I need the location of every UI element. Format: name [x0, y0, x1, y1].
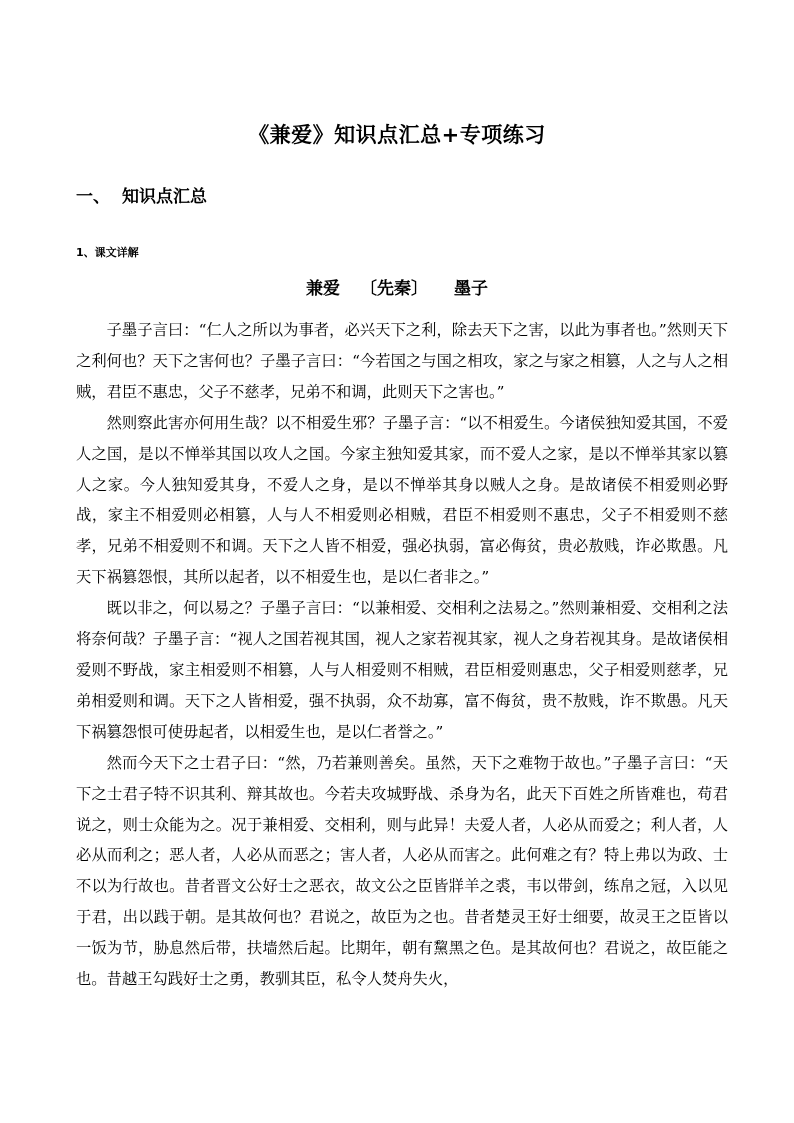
paragraph: 既以非之，何以易之？子墨子言曰：“以兼相爱、交相利之法易之。”然则兼相爱、交相利之法将奈何哉？子墨子言：“视人之国若视其国，视人之家若视其家，视人之身若视其身。是故诸侯相爱则不野战，家主相爱则不相篡，人与人相爱则不相贼，君臣相爱则惠忠，父子相爱则慈孝，兄弟相爱则和调。天下之人皆相爱，强不执弱，众不劫寡，富不侮贫，贵不敖贱，诈不欺愚。凡天下祸篡怨恨可使毋起者，以相爱生也，是以仁者誉之。” — [76, 599, 728, 741]
paragraph: 然而今天下之士君子曰：“然，乃若兼则善矣。虽然，天下之难物于故也。”子墨子言曰：“天下之士君子特不识其利、辩其故也。今若夫攻城野战、杀身为名，此天下百姓之所皆难也，苟君说之，则士众能为之。况于兼相爱、交相利，则与此异！夫爱人者，人必从而爱之；利人者，人必从而利之；恶人者，人必从而恶之；害人者，人必从而害之。此何难之有？特上弗以为政、士不以为行故也。昔者晋文公好士之恶衣，故文公之臣皆牂羊之裘，韦以带剑，练帛之冠，入以见于君，出以践于朝。是其故何也？君说之，故臣为之也。昔者楚灵王好士细要，故灵王之臣皆以一饭为节，胁息然后带，扶墙然后起。比期年，朝有黧黑之色。是其故何也？君说之，故臣能之也。昔越王勾践好士之勇，教驯其臣，私令人焚舟失火， — [76, 753, 728, 989]
text-title — [0, 274, 794, 299]
subsection-heading: 1、课文详解 — [76, 246, 139, 259]
paragraph: 然则察此害亦何用生哉？以不相爱生邪？子墨子言：“以不相爱生。今诸侯独知爱其国，不爱人之国，是以不惮举其国以攻人之国。今家主独知爱其家，而不爱人之家，是以不惮举其家以篡人之家。今人独知爱其身，不爱人之身，是以不惮举其身以贼人之身。是故诸侯不相爱则必野战，家主不相爱则必相篡，人与人不相爱则必相贼，君臣不相爱则不惠忠，父子不相爱则不慈孝，兄弟不相爱则不和调。天下之人皆不相爱，强必执弱，富必侮贫，贵必敖贱，诈必欺愚。凡天下祸篡怨恨，其所以起者，以不相爱生也，是以仁者非之。” — [76, 413, 728, 587]
body-text — [76, 315, 728, 995]
paragraph: 子墨子言曰：“仁人之所以为事者，必兴天下之利，除去天下之害，以此为事者也。”然则天下之利何也？天下之害何也？子墨子言曰：“今若国之与国之相攻，家之与家之相篡，人之与人之相贼，君臣不惠忠，父子不慈孝，兄弟不和调，此则天下之害也。” — [76, 321, 728, 401]
text-title-dynasty: 〔先秦〕 — [360, 279, 428, 299]
section-heading — [76, 182, 207, 207]
text-title-author: 墨子 — [454, 279, 488, 299]
text-title-name: 兼爱 — [306, 279, 340, 299]
section-label: 知识点汇总 — [122, 187, 207, 207]
section-number: 一、 — [76, 187, 110, 207]
document-title: 《兼爱》知识点汇总+专项练习 — [248, 123, 546, 147]
